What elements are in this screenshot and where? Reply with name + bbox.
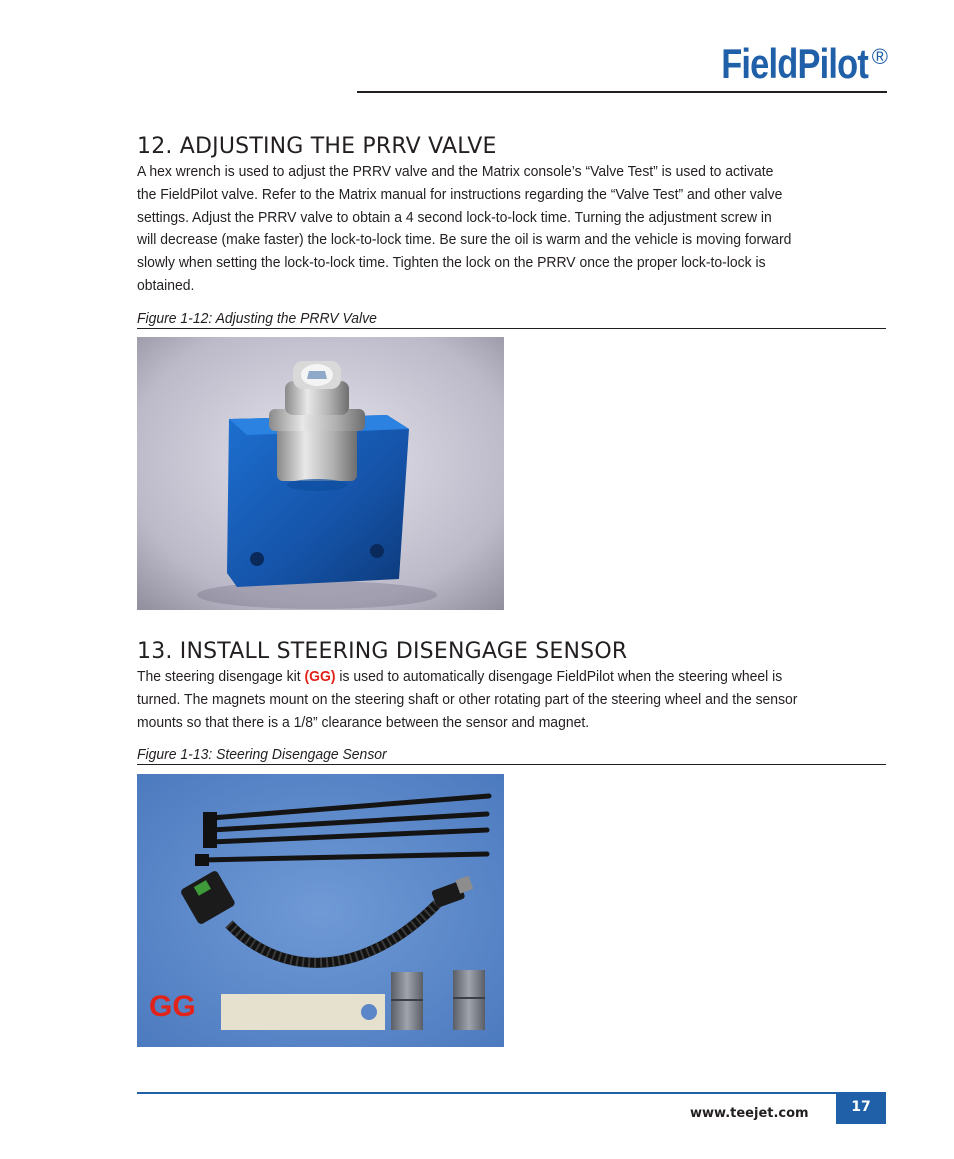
body-line: mounts so that there is a 1/8” clearance between the sensor and magnet. [137, 713, 590, 731]
section-body-adjusting-prrv [137, 161, 830, 298]
body-line: settings. Adjust the PRRV valve to obtain a 4 second lock-to-lock time. Turning the adjustment screw in [137, 208, 772, 226]
body-line: the FieldPilot valve. Refer to the Matrix manual for instructions regarding the “Valve Test” and other valve [137, 185, 783, 203]
section-body-steering-disengage [137, 666, 830, 734]
section-title-adjusting-prrv: 12. ADJUSTING THE PRRV VALVE [137, 134, 497, 159]
footer-url[interactable]: www.teejet.com [690, 1106, 809, 1121]
header-rule [357, 91, 887, 93]
body-line: A hex wrench is used to adjust the PRRV valve and the Matrix console’s “Valve Test” is used to activate [137, 163, 774, 180]
brand-logo [700, 40, 890, 90]
body-text: The steering disengage kit [137, 668, 305, 685]
registered-mark: ® [871, 44, 888, 69]
body-line: will decrease (make faster) the lock-to-lock time. Be sure the oil is warm and the vehicle is moving forward [137, 231, 792, 249]
section-title-steering-disengage: 13. INSTALL STEERING DISENGAGE SENSOR [137, 639, 628, 664]
kit-reference: (GG) [304, 668, 336, 685]
brand-name: FieldPilot [721, 40, 868, 87]
footer-rule [137, 1092, 886, 1094]
figure-caption-text: Figure 1-12: Adjusting the PRRV Valve [137, 310, 377, 327]
figure-caption-1-13 [137, 746, 886, 765]
sensor-kit-illustration [137, 774, 504, 1047]
figure-caption-text: Figure 1-13: Steering Disengage Sensor [137, 746, 387, 763]
photo-label-gg: GG [149, 990, 196, 1023]
prrv-valve-illustration [137, 337, 504, 610]
body-line [137, 666, 830, 689]
page-number: 17 [836, 1093, 886, 1124]
body-line: slowly when setting the lock-to-lock time. Tighten the lock on the PRRV once the proper lock-to-lock is [137, 254, 766, 272]
body-line: obtained. [137, 276, 195, 294]
figure-caption-1-12 [137, 310, 886, 329]
body-text: is used to automatically disengage FieldPilot when the steering wheel is [335, 668, 783, 685]
photo-steering-sensor-kit [137, 774, 504, 1047]
photo-prrv-valve [137, 337, 504, 610]
body-line: turned. The magnets mount on the steering shaft or other rotating part of the steering wheel and the sensor [137, 690, 798, 708]
